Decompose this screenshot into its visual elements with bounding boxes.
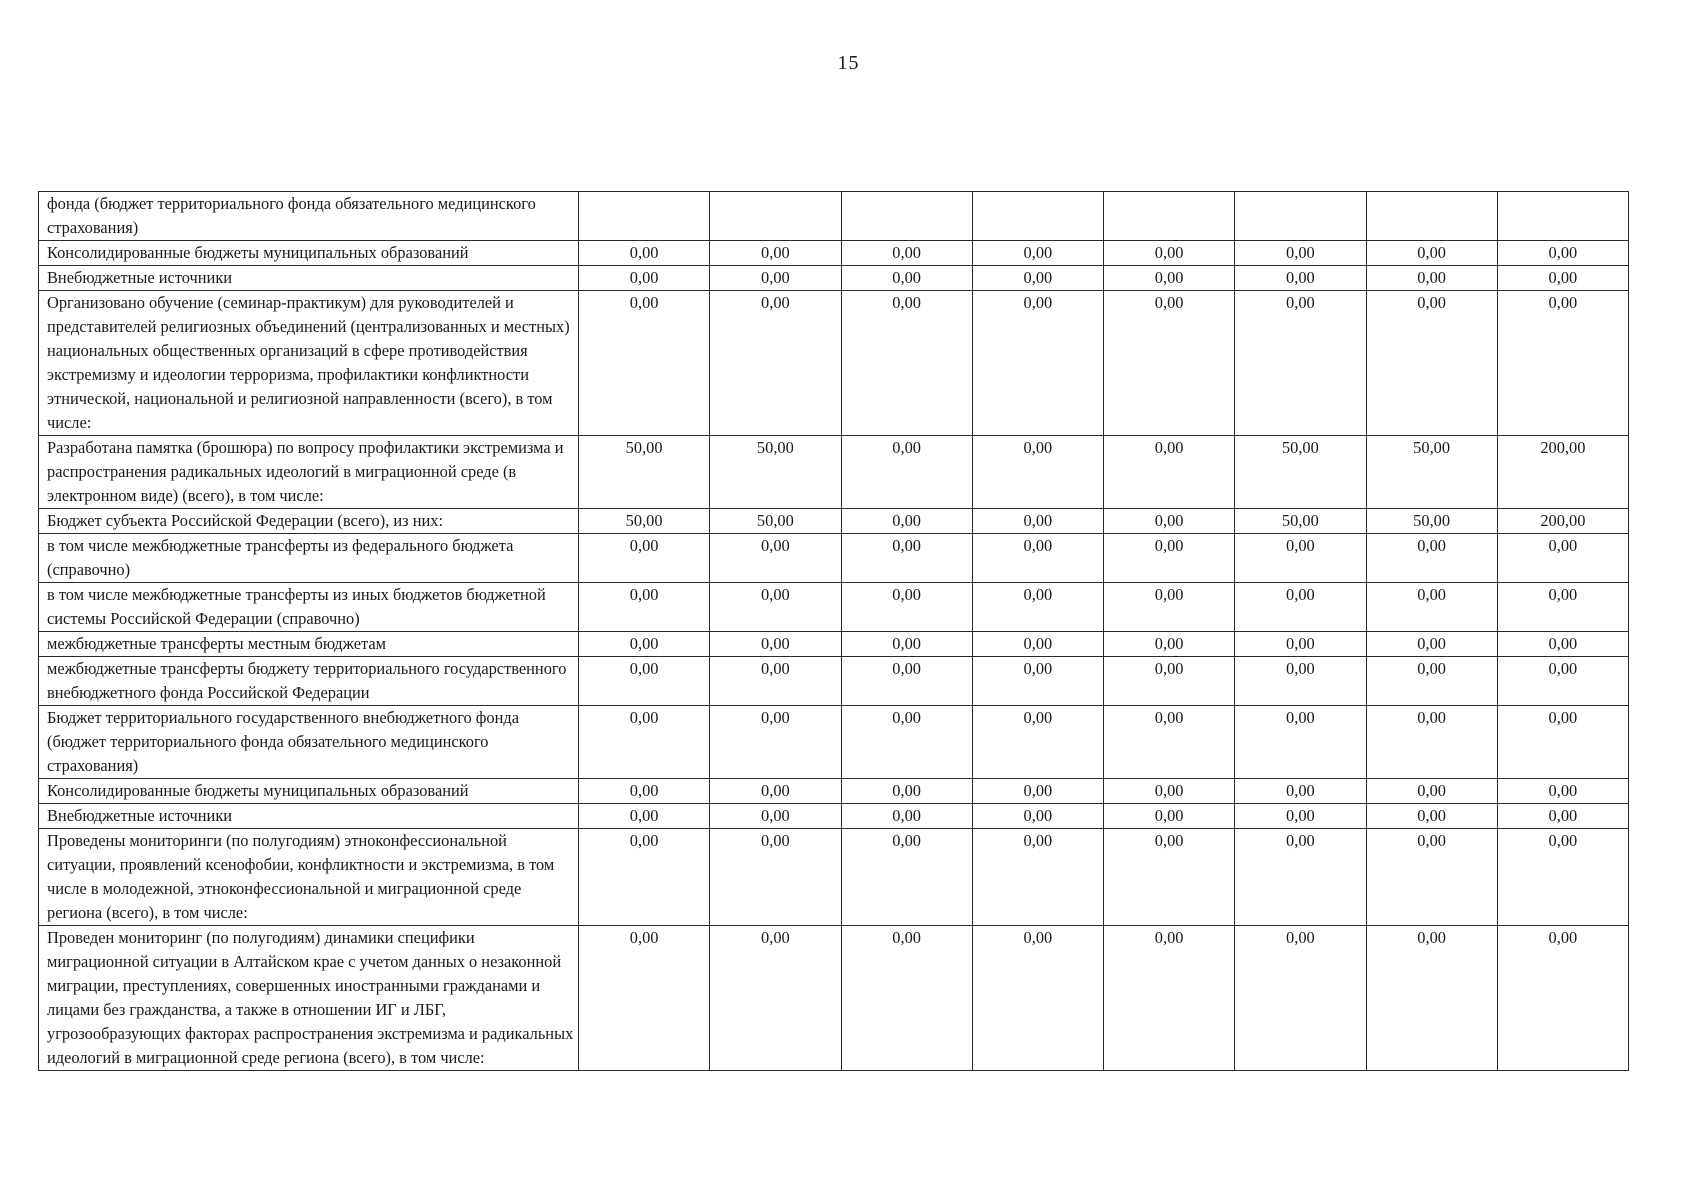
value-cell: 0,00 <box>1235 926 1366 1071</box>
value-cell: 0,00 <box>1366 534 1497 583</box>
value-cell: 0,00 <box>841 706 972 779</box>
value-cell: 0,00 <box>1366 583 1497 632</box>
table-row <box>39 657 1629 706</box>
table-row <box>39 436 1629 509</box>
value-cell: 0,00 <box>710 583 841 632</box>
table-row <box>39 779 1629 804</box>
value-cell: 0,00 <box>710 804 841 829</box>
row-label: Внебюджетные источники <box>39 804 579 829</box>
table-row <box>39 509 1629 534</box>
value-cell: 0,00 <box>710 926 841 1071</box>
row-label: межбюджетные трансферты бюджету территориального государственного внебюджетного фонда Российской Федерации <box>39 657 579 706</box>
value-cell: 0,00 <box>841 804 972 829</box>
value-cell: 0,00 <box>1497 266 1628 291</box>
value-cell <box>579 192 710 241</box>
value-cell: 0,00 <box>972 926 1103 1071</box>
row-label: Бюджет территориального государственного внебюджетного фонда (бюджет территориального фонда обязательного медицинского страхования) <box>39 706 579 779</box>
value-cell: 0,00 <box>1497 657 1628 706</box>
value-cell: 0,00 <box>1104 291 1235 436</box>
budget-table-container <box>38 191 1628 1071</box>
value-cell: 0,00 <box>1497 534 1628 583</box>
value-cell: 0,00 <box>972 241 1103 266</box>
value-cell: 0,00 <box>1235 241 1366 266</box>
value-cell: 50,00 <box>579 436 710 509</box>
value-cell: 0,00 <box>972 804 1103 829</box>
value-cell: 0,00 <box>841 926 972 1071</box>
row-label: Консолидированные бюджеты муниципальных образований <box>39 241 579 266</box>
value-cell <box>710 192 841 241</box>
table-row <box>39 632 1629 657</box>
row-label: Внебюджетные источники <box>39 266 579 291</box>
value-cell: 0,00 <box>972 509 1103 534</box>
value-cell: 0,00 <box>1104 632 1235 657</box>
value-cell <box>1366 192 1497 241</box>
value-cell: 0,00 <box>1497 926 1628 1071</box>
value-cell: 0,00 <box>1497 706 1628 779</box>
value-cell: 50,00 <box>579 509 710 534</box>
value-cell <box>841 192 972 241</box>
row-label: в том числе межбюджетные трансферты из иных бюджетов бюджетной системы Российской Федерации (справочно) <box>39 583 579 632</box>
value-cell: 0,00 <box>841 779 972 804</box>
value-cell: 0,00 <box>1497 829 1628 926</box>
value-cell: 0,00 <box>1104 583 1235 632</box>
value-cell: 0,00 <box>1104 926 1235 1071</box>
row-label: Проведен мониторинг (по полугодиям) динамики специфики миграционной ситуации в Алтайском крае с учетом данных о незаконной миграции, преступлениях, совершенных иностранными гражданами и лицами без гражданства, а также в отношении ИГ и ЛБГ, угрозообразующих факторах распространения экстремизма и радикальных идеологий в миграционной среде региона (всего), в том числе: <box>39 926 579 1071</box>
value-cell: 0,00 <box>841 509 972 534</box>
value-cell: 0,00 <box>1104 657 1235 706</box>
value-cell: 0,00 <box>972 829 1103 926</box>
value-cell: 0,00 <box>579 706 710 779</box>
value-cell: 0,00 <box>972 266 1103 291</box>
value-cell: 0,00 <box>579 241 710 266</box>
value-cell: 0,00 <box>1104 804 1235 829</box>
value-cell: 0,00 <box>841 583 972 632</box>
table-body <box>39 192 1629 1071</box>
page-number: 15 <box>837 52 860 74</box>
value-cell: 0,00 <box>579 829 710 926</box>
value-cell: 50,00 <box>710 509 841 534</box>
table-row <box>39 804 1629 829</box>
value-cell: 0,00 <box>1235 266 1366 291</box>
value-cell: 0,00 <box>579 804 710 829</box>
value-cell: 0,00 <box>1366 926 1497 1071</box>
value-cell: 0,00 <box>1235 657 1366 706</box>
value-cell: 0,00 <box>1366 706 1497 779</box>
value-cell: 0,00 <box>1104 266 1235 291</box>
value-cell: 0,00 <box>1104 829 1235 926</box>
row-label: фонда (бюджет территориального фонда обязательного медицинского страхования) <box>39 192 579 241</box>
value-cell: 0,00 <box>1366 779 1497 804</box>
value-cell: 0,00 <box>1104 779 1235 804</box>
value-cell: 0,00 <box>579 926 710 1071</box>
value-cell: 0,00 <box>972 534 1103 583</box>
value-cell: 0,00 <box>710 657 841 706</box>
value-cell: 0,00 <box>1235 779 1366 804</box>
value-cell: 0,00 <box>1104 534 1235 583</box>
value-cell: 0,00 <box>1497 779 1628 804</box>
value-cell: 0,00 <box>710 779 841 804</box>
value-cell: 0,00 <box>1366 241 1497 266</box>
row-label: Разработана памятка (брошюра) по вопросу профилактики экстремизма и распространения радикальных идеологий в миграционной среде (в электронном виде) (всего), в том числе: <box>39 436 579 509</box>
value-cell: 50,00 <box>1366 509 1497 534</box>
row-label: межбюджетные трансферты местным бюджетам <box>39 632 579 657</box>
value-cell: 0,00 <box>1104 509 1235 534</box>
value-cell: 0,00 <box>579 291 710 436</box>
value-cell: 0,00 <box>710 706 841 779</box>
value-cell: 0,00 <box>841 436 972 509</box>
value-cell: 0,00 <box>579 632 710 657</box>
value-cell: 0,00 <box>710 829 841 926</box>
value-cell: 0,00 <box>1366 291 1497 436</box>
value-cell: 0,00 <box>579 657 710 706</box>
value-cell: 0,00 <box>710 632 841 657</box>
value-cell: 0,00 <box>710 291 841 436</box>
row-label: Организовано обучение (семинар-практикум) для руководителей и представителей религиозных объединений (централизованных и местных) национальных общественных организаций в сфере противодействия экстремизму и идеологии терроризма, профилактики конфликтности этнической, национальной и религиозной направленности (всего), в том числе: <box>39 291 579 436</box>
value-cell: 0,00 <box>841 632 972 657</box>
table-row <box>39 291 1629 436</box>
value-cell: 0,00 <box>1366 804 1497 829</box>
value-cell: 0,00 <box>710 266 841 291</box>
value-cell: 0,00 <box>972 436 1103 509</box>
table-row <box>39 926 1629 1071</box>
value-cell: 0,00 <box>841 657 972 706</box>
value-cell: 0,00 <box>579 779 710 804</box>
value-cell: 0,00 <box>1497 291 1628 436</box>
value-cell: 50,00 <box>710 436 841 509</box>
value-cell: 0,00 <box>841 291 972 436</box>
table-row <box>39 583 1629 632</box>
value-cell: 0,00 <box>1235 804 1366 829</box>
value-cell: 0,00 <box>1235 829 1366 926</box>
row-label: Проведены мониторинги (по полугодиям) этноконфессиональной ситуации, проявлений ксенофобии, конфликтности и экстремизма, в том числе в молодежной, этноконфессиональной и миграционной среде региона (всего), в том числе: <box>39 829 579 926</box>
value-cell <box>1497 192 1628 241</box>
budget-table <box>38 191 1629 1071</box>
table-row <box>39 829 1629 926</box>
table-row <box>39 534 1629 583</box>
value-cell: 0,00 <box>1235 583 1366 632</box>
value-cell: 0,00 <box>972 632 1103 657</box>
value-cell <box>1104 192 1235 241</box>
value-cell: 0,00 <box>1104 436 1235 509</box>
value-cell: 0,00 <box>1366 829 1497 926</box>
value-cell: 0,00 <box>1235 291 1366 436</box>
value-cell: 0,00 <box>1366 632 1497 657</box>
value-cell: 0,00 <box>841 829 972 926</box>
row-label: в том числе межбюджетные трансферты из федерального бюджета (справочно) <box>39 534 579 583</box>
value-cell: 0,00 <box>972 583 1103 632</box>
row-label: Бюджет субъекта Российской Федерации (всего), из них: <box>39 509 579 534</box>
value-cell: 0,00 <box>1104 241 1235 266</box>
value-cell <box>972 192 1103 241</box>
value-cell: 0,00 <box>841 266 972 291</box>
value-cell: 0,00 <box>1366 657 1497 706</box>
value-cell: 0,00 <box>972 657 1103 706</box>
table-row <box>39 192 1629 241</box>
row-label: Консолидированные бюджеты муниципальных образований <box>39 779 579 804</box>
value-cell: 0,00 <box>1235 534 1366 583</box>
value-cell: 50,00 <box>1235 436 1366 509</box>
value-cell: 0,00 <box>1497 804 1628 829</box>
value-cell: 0,00 <box>579 583 710 632</box>
value-cell: 0,00 <box>972 779 1103 804</box>
value-cell: 200,00 <box>1497 509 1628 534</box>
value-cell <box>1235 192 1366 241</box>
value-cell: 0,00 <box>841 241 972 266</box>
table-row <box>39 241 1629 266</box>
value-cell: 50,00 <box>1235 509 1366 534</box>
value-cell: 0,00 <box>1104 706 1235 779</box>
value-cell: 0,00 <box>1497 241 1628 266</box>
value-cell: 0,00 <box>1235 706 1366 779</box>
value-cell: 50,00 <box>1366 436 1497 509</box>
value-cell: 0,00 <box>579 266 710 291</box>
table-row <box>39 266 1629 291</box>
table-row <box>39 706 1629 779</box>
value-cell: 0,00 <box>972 706 1103 779</box>
value-cell: 0,00 <box>579 534 710 583</box>
value-cell: 0,00 <box>972 291 1103 436</box>
value-cell: 0,00 <box>1366 266 1497 291</box>
value-cell: 0,00 <box>1235 632 1366 657</box>
value-cell: 0,00 <box>1497 632 1628 657</box>
value-cell: 200,00 <box>1497 436 1628 509</box>
value-cell: 0,00 <box>710 241 841 266</box>
value-cell: 0,00 <box>841 534 972 583</box>
value-cell: 0,00 <box>1497 583 1628 632</box>
value-cell: 0,00 <box>710 534 841 583</box>
